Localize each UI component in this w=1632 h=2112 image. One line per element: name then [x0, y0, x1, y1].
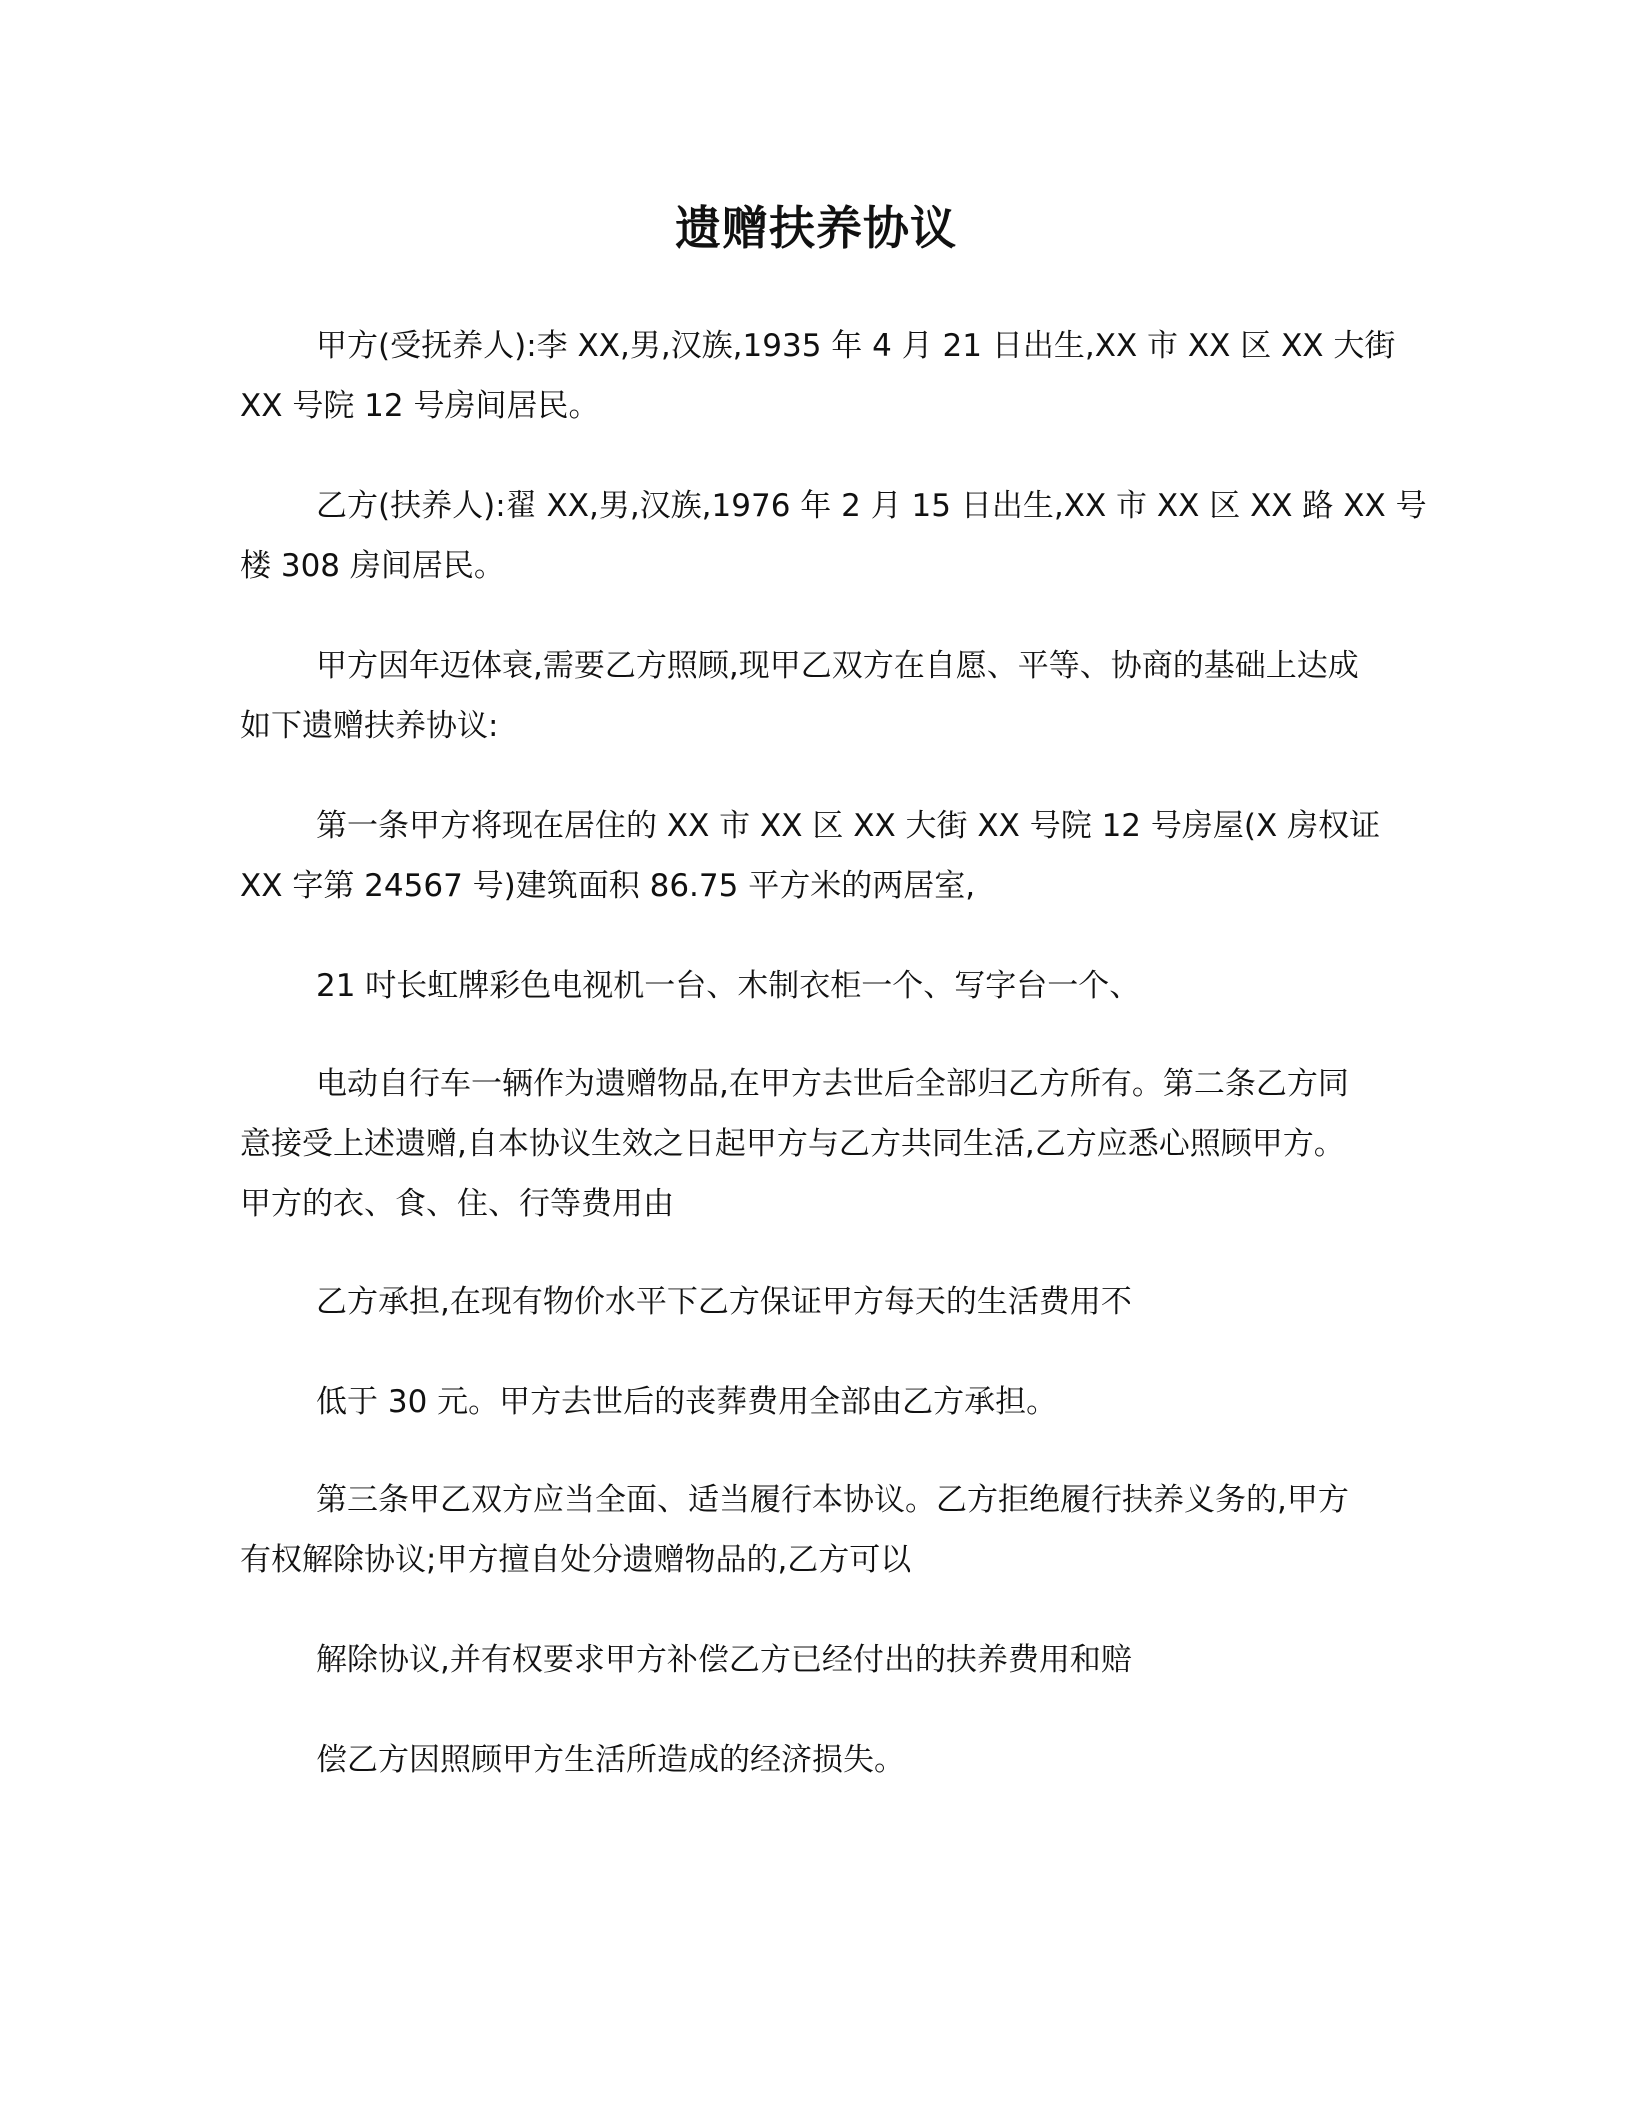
paragraph-article-1	[240, 796, 1390, 916]
paragraph-party-a	[240, 316, 1396, 436]
paragraph-article-1-items	[240, 956, 1390, 1016]
paragraph-preamble	[240, 636, 1390, 756]
paragraph-article-3	[240, 1470, 1390, 1590]
document-title: 遗赠扶养协议	[675, 201, 957, 255]
paragraph-article-3-compensation	[240, 1730, 1390, 1790]
paragraph-line: 有权解除协议;甲方擅自处分遗赠物品的,乙方可以	[240, 1542, 912, 1578]
paragraph-article-2-cost	[240, 1272, 1390, 1332]
paragraph-line: 低于 30 元。甲方去世后的丧葬费用全部由乙方承担。	[316, 1384, 1058, 1420]
paragraph-line: 楼 308 房间居民。	[240, 548, 505, 584]
paragraph-article-2	[240, 1054, 1390, 1234]
paragraph-line: 解除协议,并有权要求甲方补偿乙方已经付出的扶养费用和赔	[316, 1642, 1132, 1678]
paragraph-line: 意接受上述遗赠,自本协议生效之日起甲方与乙方共同生活,乙方应悉心照顾甲方。	[240, 1126, 1345, 1162]
paragraph-line: 21 吋长虹牌彩色电视机一台、木制衣柜一个、写字台一个、	[316, 968, 1141, 1004]
paragraph-line: 乙方(扶养人):翟 XX,男,汉族,1976 年 2 月 15 日出生,XX 市 XX 区 XX 路 XX 号	[316, 488, 1427, 524]
paragraph-line: XX 字第 24567 号)建筑面积 86.75 平方米的两居室,	[240, 868, 976, 904]
paragraph-line: XX 号院 12 号房间居民。	[240, 388, 600, 424]
paragraph-article-2-funeral	[240, 1372, 1390, 1432]
paragraph-article-3-termination	[240, 1630, 1390, 1690]
paragraph-party-b	[240, 476, 1427, 596]
paragraph-line: 甲方(受抚养人):李 XX,男,汉族,1935 年 4 月 21 日出生,XX 市 XX 区 XX 大街	[316, 328, 1396, 364]
paragraph-line: 电动自行车一辆作为遗赠物品,在甲方去世后全部归乙方所有。第二条乙方同	[316, 1066, 1349, 1102]
paragraph-line: 甲方的衣、食、住、行等费用由	[240, 1186, 674, 1222]
paragraph-line: 甲方因年迈体衰,需要乙方照顾,现甲乙双方在自愿、平等、协商的基础上达成	[316, 648, 1359, 684]
paragraph-line: 偿乙方因照顾甲方生活所造成的经济损失。	[316, 1742, 905, 1778]
paragraph-line: 第三条甲乙双方应当全面、适当履行本协议。乙方拒绝履行扶养义务的,甲方	[316, 1482, 1349, 1518]
paragraph-line: 如下遗赠扶养协议:	[240, 708, 499, 744]
paragraph-line: 乙方承担,在现有物价水平下乙方保证甲方每天的生活费用不	[316, 1284, 1132, 1320]
paragraph-line: 第一条甲方将现在居住的 XX 市 XX 区 XX 大街 XX 号院 12 号房屋(X 房权证	[316, 808, 1381, 844]
